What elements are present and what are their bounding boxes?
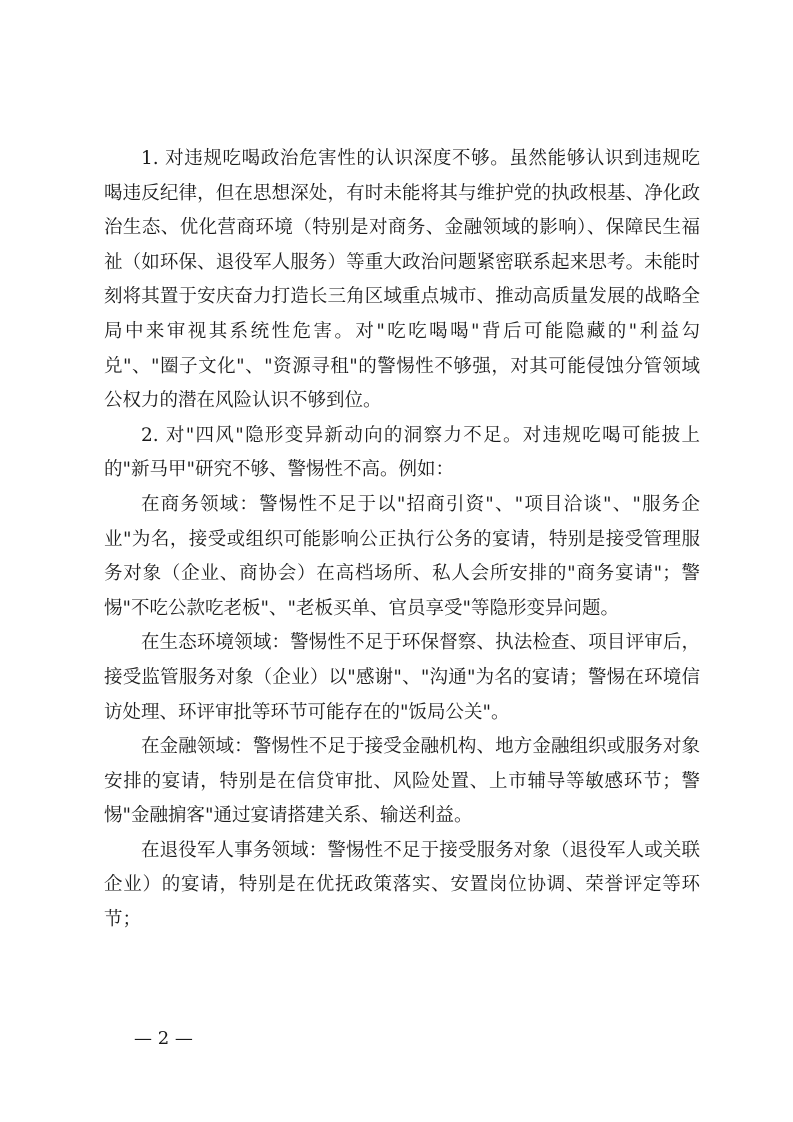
- page-number: — 2 —: [134, 1028, 193, 1049]
- document-body: [104, 142, 700, 938]
- paragraph-veterans: 在退役军人事务领域：警惕性不足于接受服务对象（退役军人或关联企业）的宴请，特别是在优抚政策落实、安置岗位协调、荣誉评定等环节；: [104, 839, 700, 931]
- paragraph-commerce: 在商务领域：警惕性不足于以"招商引资"、"项目洽谈"、"服务企业"为名，接受或组织可能影响公正执行公务的宴请，特别是接受管理服务对象（企业、商协会）在高档场所、私人会所安排的"商务宴请"；警惕"不吃公款吃老板"、"老板买单、官员享受"等隐形变异问题。: [104, 493, 700, 619]
- paragraph-finance: 在金融领域：警惕性不足于接受金融机构、地方金融组织或服务对象安排的宴请，特别是在信贷审批、风险处置、上市辅导等敏感环节；警惕"金融掮客"通过宴请搭建关系、输送利益。: [104, 736, 700, 827]
- paragraph-2: 2. 对"四风"隐形变异新动向的洞察力不足。对违规吃喝可能披上的"新马甲"研究不够、警惕性不高。例如：: [104, 424, 700, 481]
- paragraph-1: 1. 对违规吃喝政治危害性的认识深度不够。虽然能够认识到违规吃喝违反纪律，但在思想深处，有时未能将其与维护党的执政根基、净化政治生态、优化营商环境（特别是对商务、金融领域的影响）、保障民生福祉（如环保、退役军人服务）等重大政治问题紧密联系起来思考。未能时刻将其置于安庆奋力打造长三角区域重点城市、推动高质量发展的战略全局中来审视其系统性危害。对"吃吃喝喝"背后可能隐藏的"利益勾兑"、"圈子文化"、"资源寻租"的警惕性不够强，对其可能侵蚀分管领域公权力的潜在风险认识不够到位。: [104, 148, 700, 412]
- paragraph-environment: 在生态环境领域：警惕性不足于环保督察、执法检查、项目评审后，接受监管服务对象（企业）以"感谢"、"沟通"为名的宴请；警惕在环境信访处理、环评审批等环节可能存在的"饭局公关"。: [104, 632, 700, 723]
